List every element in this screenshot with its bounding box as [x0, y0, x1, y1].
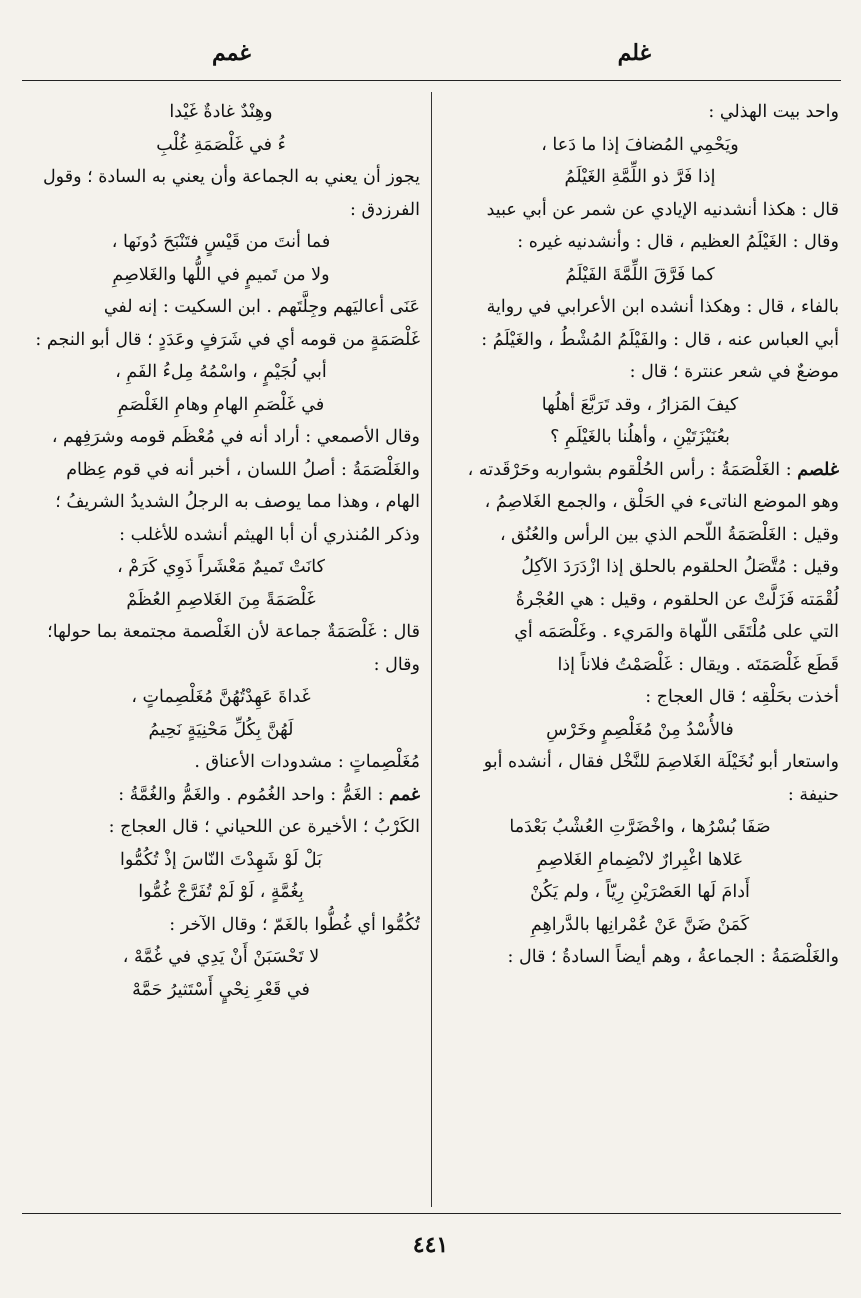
text-line: أخذت بحَلْقِه ؛ قال العجاج : [645, 687, 839, 707]
text-line: التي على مُلْتَقَى اللّهاة والمَريء . وغَلْصَمَه أي [514, 622, 839, 642]
headword: غمم [389, 784, 420, 805]
text-line: واحد بيت الهذلي : [708, 102, 839, 122]
page-number: ٤٤١ [412, 1232, 449, 1258]
headword: غلصم [797, 459, 839, 480]
text-line: قَطَع غَلْصَمَتَه . ويقال : غَلْصَمْتُ فلاناً إذا [557, 654, 839, 675]
footer-rule [22, 1213, 841, 1214]
text-line: أبي العباس عنه ، قال : والفَيْلَمُ المُشْطُ ، والغَيْلَمُ : [481, 329, 839, 350]
verse-line: ويَحْمِي المُضافَ إذا ما دَعا ، [541, 134, 739, 155]
text-line: يجوز أن يعني به الجماعة وأن يعني به السادة ؛ وقول [42, 167, 420, 187]
text-line: لُقْمَته فَزَلَّتْ عن الحلقوم ، وقيل : هي العُجْرةُ [515, 589, 839, 610]
verse-line: لا تَحْسَبَنْ أَنْ يَدِي في غُمَّهْ ، [122, 947, 320, 967]
column-divider [431, 92, 432, 1207]
verse-line: ءُ في غَلْصَمَةِ غُلْبِ [156, 134, 286, 155]
verse-line: في قَعْرِ نِحْيٍ أَسْتَثيرُ حَمَّهْ [132, 979, 310, 1000]
verse-line: غَداةَ عَهِدْتُهُنَّ مُغَلْصِماتٍ ، [131, 687, 311, 707]
text-line: قال : غَلْصَمَةٌ جماعة لأن الغَلْصمة مجتمعة بما حولها؛ [47, 622, 420, 642]
text-line: وذكر المُنذري أن أبا الهيثم أنشده للأغلب : [119, 524, 420, 545]
verse-line: فما أنتَ من قَيْسٍ فتَنْبَحَ دُونَها ، [111, 232, 331, 252]
text-line: والغَلْصَمَةُ : الجماعةُ ، وهم أيضاً السادةُ ؛ قال : [507, 947, 839, 967]
verse-line: في غَلْصَمِ الهامِ وهامِ الغَلْصَمِ [117, 394, 325, 415]
text-line: قال : هكذا أنشدنيه الإيادي عن شمر عن أبي عبيد [486, 199, 839, 220]
verse-line: عَلاها اغْبِرارٌ لانْضِمامِ الغَلاصِمِ [536, 849, 744, 870]
text-line: تُكُمُّوا أي غُطُّوا بالغَمّ ؛ وقال الآخر : [169, 914, 420, 935]
text-line: موضعٌ في شعر عنترة ؛ قال : [629, 362, 839, 382]
verse-line: بعُنَيْزَتَيْنِ ، وأهلُنا بالغَيْلَمِ ؟ [550, 427, 730, 447]
verse-line: فالأُسْدُ مِنْ مُغَلْصِمٍ وخَرْسِ [546, 719, 734, 740]
verse-line: غَلْصَمَةً مِنَ الغَلاصِمِ العُظَمْ [126, 589, 316, 610]
verse-line: أبي لُجَيْمٍ ، واسْمُهُ مِلءُ الفَمِ ، [115, 362, 327, 382]
text-line: : الغَمُّ : واحد الغُمُوم . والغَمُّ والغُمَّةُ : [118, 784, 384, 805]
left-column [22, 96, 420, 1206]
text-line: الفرزدق : [350, 199, 420, 220]
running-header-left: غمم [212, 40, 251, 66]
text-line: وقيل : الغَلْصَمَةُ اللّحم الذي بين الرأس والعُنُق ، [499, 524, 839, 545]
text-line: وقال الأصمعي : أراد أنه في مُعْظَم قومه وشرَفِهم ، [51, 427, 420, 447]
verse-line: صَفَا بُسْرُها ، واخْضَرَّتِ العُشْبُ بَعْدَما [509, 817, 771, 837]
verse-line: إذا فَرَّ ذو اللِّمَّةِ الغَيْلَمُ [564, 167, 716, 187]
text-line: واستعار أبو نُخَيْلَة الغَلاصِمَ للنَّخْل فقال ، أنشده أبو [483, 752, 839, 772]
text-line: بالفاء ، قال : وهكذا أنشده ابن الأعرابي في رواية [486, 297, 839, 317]
text-line: غَلْصَمَةٍ من قومه أي في شَرَفٍ وعَدَدٍ ؛ قال أبو النجم : [35, 329, 420, 350]
entry-start-line [22, 779, 420, 812]
text-line: وهو الموضع الناتىء في الحَلْق ، والجمع الغَلاصِمُ ، [484, 492, 839, 512]
verse-line: كَمَنْ ضَنَّ عَنْ عُمْرانِها بالدَّراهِمِ [530, 914, 750, 935]
verse-line: كما فَرَّقَ اللِّمَّةَ الفَيْلَمُ [565, 264, 715, 285]
verse-line: بَلْ لَوْ شَهِدْتَ النّاسَ إذْ تُكُمُّوا [119, 849, 323, 870]
text-line: وقال : الغَيْلَمُ العظيم ، قال : وأنشدنيه غيره : [517, 232, 839, 252]
entry-start-line [441, 454, 839, 487]
header-rule [22, 80, 841, 81]
text-line: وقال : [373, 654, 420, 675]
right-column [441, 96, 839, 1206]
text-line: الكَرْبُ ؛ الأخيرة عن اللحياني ؛ قال العجاج : [108, 817, 420, 837]
text-line: مُغَلْصِماتٍ : مشدودات الأعناق . [194, 752, 420, 772]
running-header-right: غلم [617, 40, 651, 66]
verse-line: أَدامَ لَها العَصْرَيْنِ رِيّاً ، ولم يَكُنْ [530, 882, 750, 902]
text-line: وقيل : مُتَّصَلُ الحلقوم بالحلق إذا ازْدَرَدَ الآكِلُ [521, 557, 839, 577]
verse-line: بِغُمَّةٍ ، لَوْ لَمْ تُفَرَّجْ غُمُّوا [138, 882, 304, 902]
text-line: حنيفة : [787, 784, 839, 805]
text-line: والغَلْصَمَةُ : أصلُ اللسان ، أخبر أنه في قوم عِظام [66, 459, 420, 480]
verse-line: ولا من تَميمٍ في اللُّها والغَلاصِمِ [112, 264, 330, 285]
verse-line: كيفَ المَزارُ ، وقد تَرَبَّعَ أهلُها [541, 394, 739, 415]
verse-line: وهِنْدٌ غادةٌ غَيْدا [169, 102, 273, 122]
text-line: الهام ، وهذا مما يوصف به الرجلُ الشديدُ الشريفُ ؛ [55, 492, 420, 512]
text-line: : الغَلْصَمَةُ : رأس الحُلْقوم بشواربه وحَرْقَدته ، [467, 459, 792, 480]
verse-line: كانَتْ تَميمٌ مَعْشَراً ذَوِي كَرَمْ ، [117, 557, 325, 577]
text-line: عَنَى أعاليَهم وجِلَّتَهم . ابن السكيت : إنه لفي [103, 297, 420, 317]
verse-line: لَهُنَّ بِكُلِّ مَحْنِيَةٍ نَحِيمُ [148, 719, 294, 740]
